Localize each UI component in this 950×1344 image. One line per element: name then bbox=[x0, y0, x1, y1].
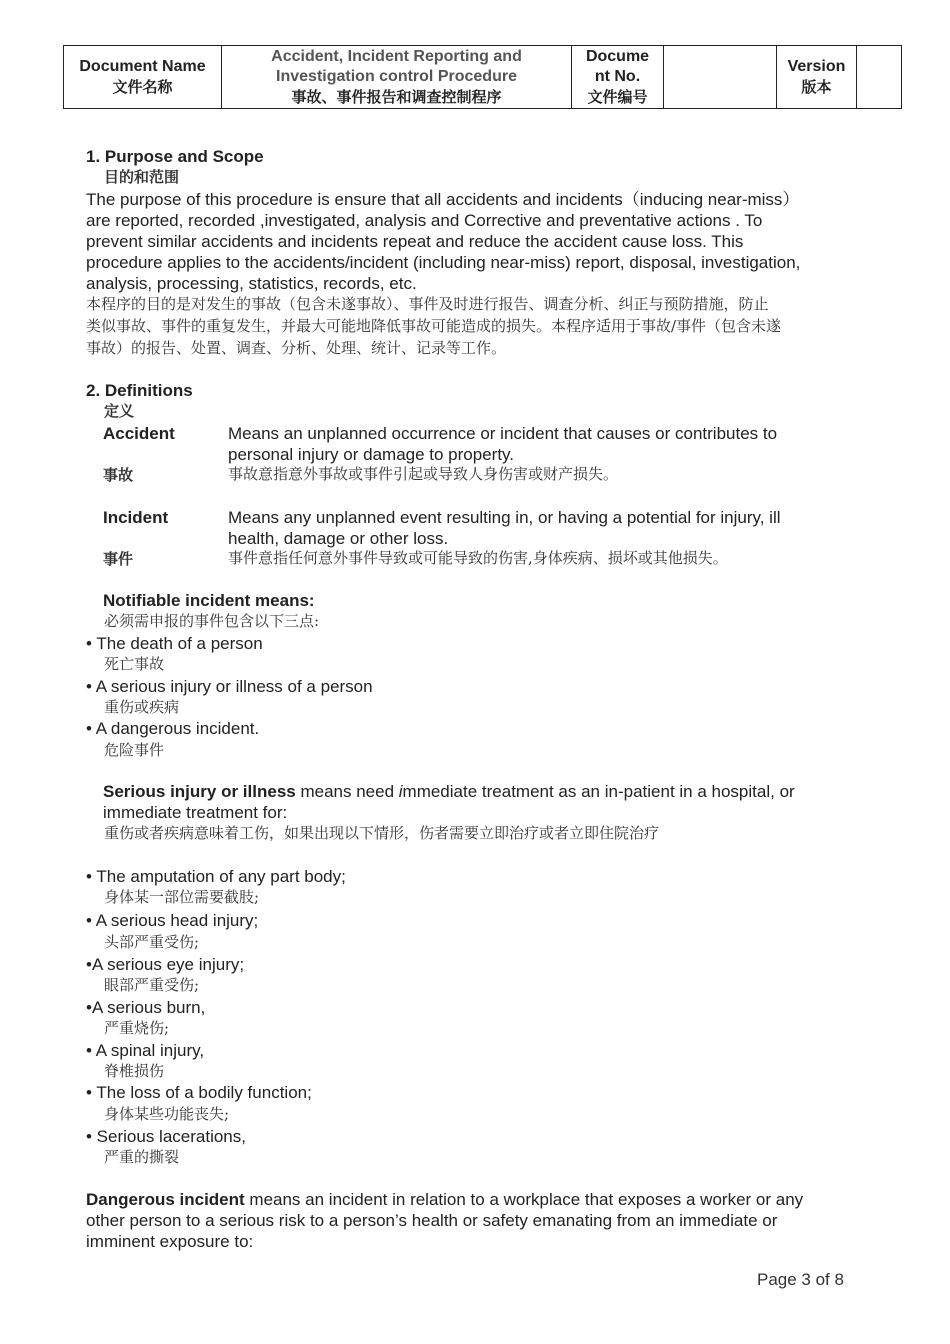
dangerous-incident-definition bbox=[86, 1189, 803, 1210]
purpose-cn-line-1: 本程序的目的是对发生的事故（包含未遂事故）、事件及时进行报告、调查分析、纠正与预防措施，防止 bbox=[86, 295, 769, 313]
serious-item: •A serious burn, bbox=[86, 998, 206, 1017]
serious-injury-text-b: mmediate treatment as an in-patient in a hospital, or bbox=[402, 782, 795, 801]
notifiable-item: • The death of a person bbox=[86, 634, 263, 653]
dangerous-incident-text: means an incident in relation to a workplace that exposes a worker or any bbox=[244, 1190, 804, 1209]
serious-item-cn: 脊椎损伤 bbox=[104, 1062, 165, 1080]
accident-term-cn: 事故 bbox=[103, 466, 134, 484]
serious-item: •A serious eye injury; bbox=[86, 955, 245, 974]
doc-title-line2: Investigation control Procedure bbox=[276, 68, 517, 85]
accident-definition-1: Means an unplanned occurrence or incident that causes or contributes to bbox=[228, 424, 778, 443]
serious-injury-definition bbox=[103, 781, 795, 802]
doc-name-cell bbox=[64, 46, 222, 109]
version-label-cn: 版本 bbox=[801, 78, 832, 96]
purpose-cn-line-2: 类似事故、事件的重复发生，并最大可能地降低事故可能造成的损失。本程序适用于事故/事件（包含未遂 bbox=[86, 317, 782, 335]
serious-item: • A spinal injury, bbox=[86, 1041, 205, 1060]
notifiable-item: • A serious injury or illness of a person bbox=[86, 677, 373, 696]
purpose-cn-line-3: 事故）的报告、处置、调查、分析、处理、统计、记录等工作。 bbox=[86, 339, 507, 357]
notifiable-item: • A dangerous incident. bbox=[86, 719, 260, 738]
dangerous-incident-definition-3: imminent exposure to: bbox=[86, 1232, 254, 1251]
purpose-line-2: are reported, recorded ,investigated, analysis and Corrective and preventative actions . To bbox=[86, 211, 763, 230]
incident-term-cn: 事件 bbox=[103, 550, 134, 568]
serious-item-cn: 严重的撕裂 bbox=[104, 1148, 180, 1166]
notifiable-heading: Notifiable incident means: bbox=[103, 591, 315, 610]
purpose-line-3: prevent similar accidents and incidents repeat and reduce the accident cause loss. This bbox=[86, 232, 744, 251]
accident-definition-cn: 事故意指意外事故或事件引起或导致人身伤害或财产损失。 bbox=[228, 465, 619, 483]
serious-item-cn: 严重烧伤; bbox=[104, 1019, 170, 1037]
serious-item-cn: 头部严重受伤; bbox=[104, 933, 200, 951]
section-1-heading-cn: 目的和范围 bbox=[104, 168, 180, 186]
serious-item-cn: 身体某些功能丧失; bbox=[104, 1105, 230, 1123]
serious-injury-term: Serious injury or illness bbox=[103, 782, 296, 801]
doc-no-label-cn: 文件编号 bbox=[587, 88, 648, 106]
section-2-heading-cn: 定义 bbox=[104, 402, 135, 420]
serious-item-cn: 身体某一部位需要截肢; bbox=[104, 888, 260, 906]
doc-no-label-2: nt No. bbox=[594, 68, 641, 85]
purpose-line-4: procedure applies to the accidents/incident (including near-miss) report, disposal, investigation, bbox=[86, 253, 801, 272]
doc-no-value bbox=[664, 46, 777, 109]
doc-title-line1: Accident, Incident Reporting and bbox=[271, 48, 522, 65]
notifiable-item-cn: 死亡事故 bbox=[104, 655, 165, 673]
incident-definition-2: health, damage or other loss. bbox=[228, 529, 449, 548]
doc-no-cell bbox=[572, 46, 664, 109]
serious-item: • Serious lacerations, bbox=[86, 1127, 246, 1146]
version-label: Version bbox=[787, 58, 846, 75]
doc-name-label-cn: 文件名称 bbox=[112, 78, 173, 96]
purpose-line-1: The purpose of this procedure is ensure that all accidents and incidents（inducing near-miss） bbox=[86, 190, 800, 209]
document-header-table bbox=[63, 45, 902, 109]
incident-definition-cn: 事件意指任何意外事件导致或可能导致的伤害,身体疾病、损坏或其他损失。 bbox=[228, 549, 728, 567]
version-value bbox=[857, 46, 902, 109]
incident-definition-1: Means any unplanned event resulting in, or having a potential for injury, ill bbox=[228, 508, 781, 527]
doc-title-cell bbox=[222, 46, 572, 109]
serious-injury-text-italic: i bbox=[398, 782, 403, 801]
page-number: Page 3 of 8 bbox=[757, 1270, 844, 1289]
serious-injury-definition-2: immediate treatment for: bbox=[103, 803, 288, 822]
incident-term: Incident bbox=[103, 508, 169, 527]
doc-title-cn: 事故、事件报告和调查控制程序 bbox=[291, 88, 502, 106]
accident-definition-2: personal injury or damage to property. bbox=[228, 445, 515, 464]
serious-item: • The amputation of any part body; bbox=[86, 867, 346, 886]
serious-injury-definition-cn: 重伤或者疾病意味着工伤，如果出现以下情形，伤者需要立即治疗或者立即住院治疗 bbox=[104, 824, 660, 842]
dangerous-incident-term: Dangerous incident bbox=[86, 1190, 245, 1209]
section-2-heading: 2. Definitions bbox=[86, 381, 193, 400]
notifiable-item-cn: 重伤或疾病 bbox=[104, 698, 180, 716]
serious-item: • A serious head injury; bbox=[86, 911, 259, 930]
notifiable-item-cn: 危险事件 bbox=[104, 741, 165, 759]
accident-term: Accident bbox=[103, 424, 175, 443]
notifiable-heading-cn: 必须需申报的事件包含以下三点: bbox=[104, 612, 320, 630]
section-1-heading: 1. Purpose and Scope bbox=[86, 147, 264, 166]
doc-no-label-1: Docume bbox=[585, 48, 650, 65]
dangerous-incident-definition-2: other person to a serious risk to a person’s health or safety emanating from an immediate or bbox=[86, 1211, 778, 1230]
serious-item: • The loss of a bodily function; bbox=[86, 1083, 312, 1102]
serious-injury-text-a: means need bbox=[295, 782, 399, 801]
version-cell bbox=[777, 46, 857, 109]
doc-name-label: Document Name bbox=[79, 58, 206, 75]
serious-item-cn: 眼部严重受伤; bbox=[104, 976, 200, 994]
purpose-line-5: analysis, processing, statistics, records, etc. bbox=[86, 274, 417, 293]
